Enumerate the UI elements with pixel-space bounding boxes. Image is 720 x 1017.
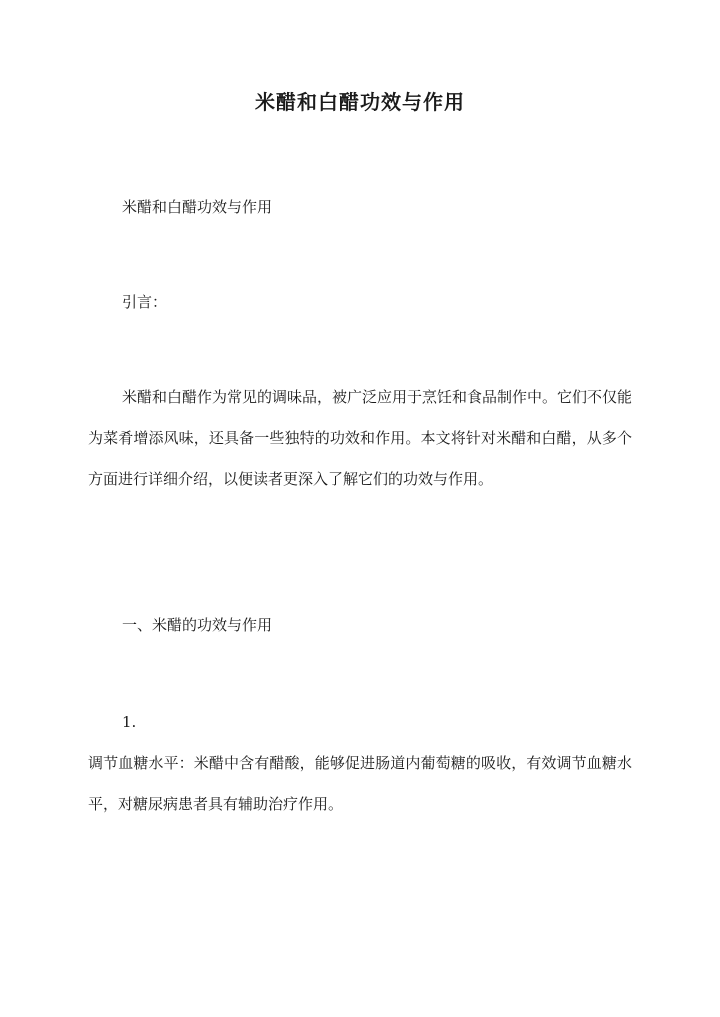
document-title: 米醋和白醋功效与作用	[255, 90, 465, 114]
list-item-text: 调节血糖水平：米醋中含有醋酸，能够促进肠道内葡萄糖的吸收，有效调节血糖水平，对糖尿病患者具有辅助治疗作用。	[88, 754, 632, 813]
intro-heading: 引言：	[122, 293, 168, 311]
intro-paragraph: 米醋和白醋作为常见的调味品，被广泛应用于烹饪和食品制作中。它们不仅能为菜肴增添风味，还具备一些独特的功效和作用。本文将针对米醋和白醋，从多个方面进行详细介绍，以便读者更深入了解它们的功效与作用。	[88, 388, 633, 488]
section-heading-rice-vinegar: 一、米醋的功效与作用	[122, 616, 273, 634]
document-subtitle: 米醋和白醋功效与作用	[122, 198, 273, 216]
list-item-number: 1.	[122, 713, 137, 731]
